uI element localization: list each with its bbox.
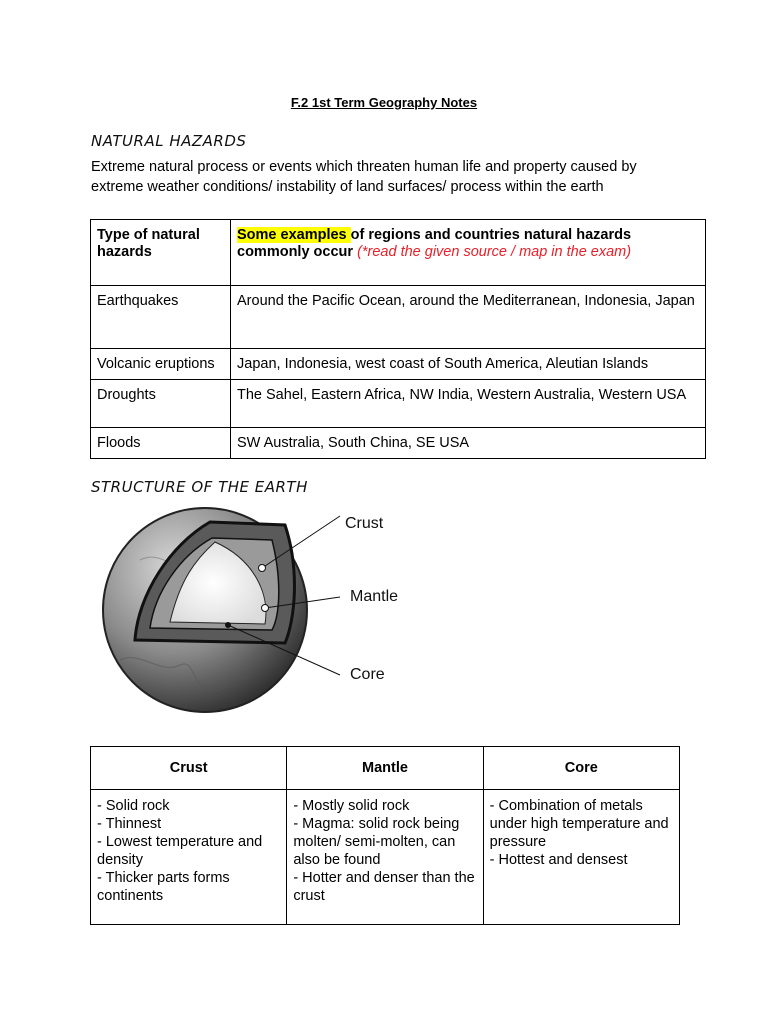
table-row	[91, 428, 706, 459]
exam-note: (*read the given source / map in the exam)	[357, 244, 632, 260]
header-mantle: Mantle	[287, 747, 483, 790]
table-row	[91, 286, 706, 349]
hazard-regions-cell: Japan, Indonesia, west coast of South America, Aleutian Islands	[231, 349, 706, 380]
header-examples-rest: of regions and countries natural hazards commonly occur	[237, 227, 632, 260]
crust-pointer-dot	[259, 565, 266, 572]
crust-properties-cell: - Solid rock - Thinnest - Lowest temperature and density - Thicker parts forms continents	[91, 790, 287, 925]
table-row	[91, 349, 706, 380]
section-heading-natural-hazards: NATURAL HAZARDS	[91, 132, 247, 150]
header-core: Core	[483, 747, 679, 790]
layer-table-header-row	[91, 747, 680, 790]
section-heading-structure-of-earth: STRUCTURE OF THE EARTH	[91, 478, 308, 496]
core-label: Core	[350, 666, 385, 683]
core-properties-cell: - Combination of metals under high temperature and pressure - Hottest and densest	[483, 790, 679, 925]
header-type: Type of natural hazards	[91, 220, 231, 286]
hazard-table-header-row	[91, 220, 706, 286]
mantle-label: Mantle	[350, 588, 399, 605]
hazard-type-cell: Droughts	[91, 380, 231, 428]
hazard-type-cell: Earthquakes	[91, 286, 231, 349]
document-title: F.2 1st Term Geography Notes	[290, 95, 478, 110]
earth-structure-diagram	[100, 500, 440, 730]
earth-layers-table	[90, 746, 680, 925]
table-row	[91, 380, 706, 428]
hazard-type-cell: Volcanic eruptions	[91, 349, 231, 380]
mantle-properties-cell: - Mostly solid rock - Magma: solid rock being molten/ semi-molten, can also be found - Hotter and denser than the crust	[287, 790, 483, 925]
header-crust: Crust	[91, 747, 287, 790]
hazard-type-cell: Floods	[91, 428, 231, 459]
mantle-pointer-dot	[262, 605, 269, 612]
core-pointer-dot	[225, 622, 231, 628]
hazard-regions-cell: Around the Pacific Ocean, around the Mediterranean, Indonesia, Japan	[231, 286, 706, 349]
header-examples	[231, 220, 706, 286]
hazard-table	[90, 219, 706, 459]
hazard-regions-cell: SW Australia, South China, SE USA	[231, 428, 706, 459]
natural-hazards-definition: Extreme natural process or events which threaten human life and property caused by extreme weather conditions/ instability of land surfaces/ process within the earth	[91, 159, 637, 195]
hazard-regions-cell: The Sahel, Eastern Africa, NW India, Western Australia, Western USA	[231, 380, 706, 428]
highlighted-text: Some examples	[237, 227, 351, 243]
table-row	[91, 790, 680, 925]
crust-label: Crust	[345, 515, 384, 532]
